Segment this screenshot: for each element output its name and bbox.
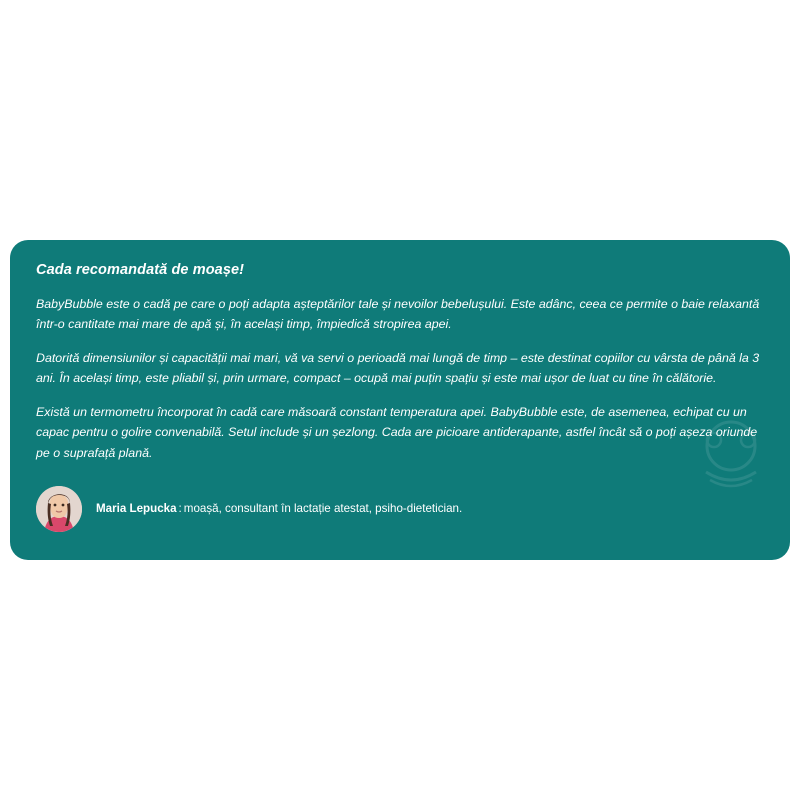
author-row [36,486,462,532]
author-separator: : [178,502,182,516]
author-name: Maria Lepucka [96,502,177,516]
panel-paragraph-3: Există un termometru încorporat în cadă care măsoară constant temperatura apei. BabyBubble este, de asemenea, echipat cu un capac pentru o golire convenabilă. Setul include și un șezlong. Cada are picioare antiderapante, astfel încât să o poți așeza oriunde pe o suprafață plană. [36,405,758,460]
panel-paragraph-2: Datorită dimensiunilor și capacității mai mari, vă va servi o perioadă mai lungă de timp – este destinat copiilor cu vârsta de până la 3 ani. În același timp, este pliabil și, prin urmare, compact – ocupă mai puțin spațiu și este mai ușor de luat cu tine în călătorie. [36,351,760,386]
panel-title: Cada recomandată de moașe! [36,262,245,278]
avatar [36,486,82,532]
recommendation-panel [10,240,790,560]
panel-paragraph-1: BabyBubble este o cadă pe care o poți adapta așteptărilor tale și nevoilor bebelușului. Este adânc, ceea ce permite o baie relaxantă într-o cantitate mai mare de apă și, în același timp, împiedică stropirea apei. [36,297,760,332]
author-credentials: moașă, consultant în lactație atestat, psiho-dietetician. [183,502,463,516]
author-text [96,501,462,516]
